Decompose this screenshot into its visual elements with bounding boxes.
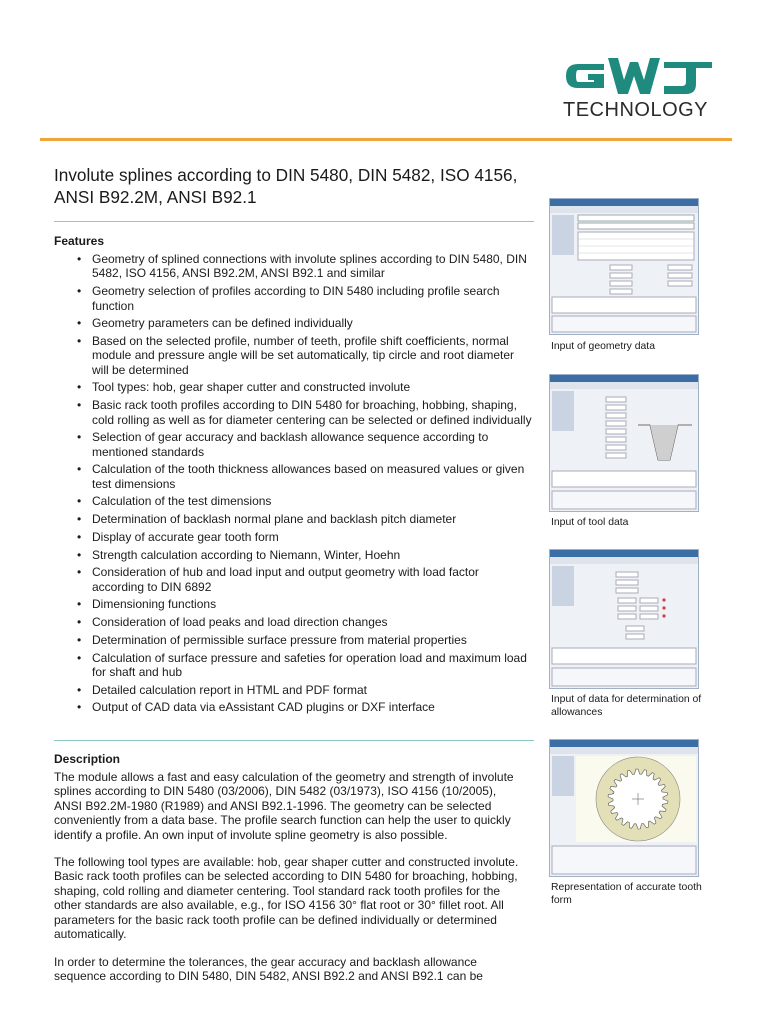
screenshot-caption: Input of data for determination of allowances <box>551 694 702 718</box>
feature-item: • Selection of gear accuracy and backlash allowance sequence according to mentioned standards <box>54 430 532 459</box>
feature-item: • Calculation of the test dimensions <box>54 494 532 508</box>
geometry-data-screenshot <box>549 198 699 335</box>
tooth-form-screenshot-icon <box>550 740 698 876</box>
features-list <box>54 252 532 718</box>
feature-item: • Based on the selected profile, number of teeth, profile shift coefficients, normal module and pressure angle will be set automatically, tip circle and root diameter will be determined <box>54 334 532 377</box>
description-paragraph: The module allows a fast and easy calculation of the geometry and strength of involute splines according to DIN 5480 (03/2006), DIN 5482 (03/1973), ISO 4156 (10/2005), ANSI B92.2M-1980 (R1989) and ANSI B92.1-1996. The geometry can be selected conveniently from a data base. The profile search function can help the user to quickly identify a profile. An own input of involute spline geometry is also possible. <box>54 770 514 842</box>
allowances-form-screenshot-icon <box>550 550 698 688</box>
feature-item: • Consideration of hub and load input and output geometry with load factor according to DIN 6892 <box>54 565 532 594</box>
feature-item: • Geometry parameters can be defined individually <box>54 316 532 330</box>
document-title: Involute splines according to DIN 5480, DIN 5482, ISO 4156, ANSI B92.2M, ANSI B92.1 <box>54 165 518 207</box>
feature-item: • Geometry of splined connections with involute splines according to DIN 5480, DIN 5482, ISO 4156, ANSI B92.2M, ANSI B92.1 and similar <box>54 252 532 281</box>
feature-item: • Tool types: hob, gear shaper cutter and constructed involute <box>54 380 532 394</box>
title-divider <box>54 221 534 222</box>
feature-item: • Determination of backlash normal plane and backlash pitch diameter <box>54 512 532 526</box>
description-paragraph: In order to determine the tolerances, the gear accuracy and backlash allowance sequence according to DIN 5480, DIN 5482, ANSI B92.2 and ANSI B92.1 can be <box>54 955 483 984</box>
tool-data-screenshot <box>549 374 699 512</box>
header-divider <box>40 138 732 141</box>
features-divider <box>54 740 534 741</box>
description-heading: Description <box>54 752 121 766</box>
feature-item: • Detailed calculation report in HTML and PDF format <box>54 683 532 697</box>
feature-item: • Calculation of surface pressure and safeties for operation load and maximum load for shaft and hub <box>54 651 532 680</box>
feature-item: • Dimensioning functions <box>54 597 532 611</box>
feature-item: • Determination of permissible surface pressure from material properties <box>54 633 532 647</box>
tool-form-screenshot-icon <box>550 375 698 511</box>
screenshot-caption: Input of tool data <box>551 517 629 528</box>
feature-item: • Geometry selection of profiles according to DIN 5480 including profile search function <box>54 284 532 313</box>
feature-item: • Output of CAD data via eAssistant CAD plugins or DXF interface <box>54 700 532 714</box>
screenshot-caption: Representation of accurate tooth form <box>551 882 702 906</box>
screenshot-caption: Input of geometry data <box>551 341 655 352</box>
feature-item: • Consideration of load peaks and load direction changes <box>54 615 532 629</box>
allowances-screenshot <box>549 549 699 689</box>
feature-item: • Calculation of the tooth thickness allowances based on measured values or given test dimensions <box>54 462 532 491</box>
features-heading: Features <box>54 234 105 248</box>
feature-item: • Strength calculation according to Niemann, Winter, Hoehn <box>54 548 532 562</box>
description-paragraph: The following tool types are available: hob, gear shaper cutter and constructed involute. Basic rack tooth profiles can be selected according to DIN 5480 for broaching, hobbing, shaping, cold rolling and diameter centering. Tool standard rack tooth profiles for the other standards are also available, e.g., for ISO 4156 30° flat root or 30° fillet root. All parameters for the basic rack tooth profile can be defined individually or determined automatically. <box>54 855 519 942</box>
geometry-form-screenshot-icon <box>550 199 698 334</box>
tooth-form-screenshot <box>549 739 699 877</box>
gwj-logo <box>560 54 720 98</box>
logo-subtitle: TECHNOLOGY <box>563 99 709 121</box>
gwj-logo-mark <box>560 54 720 98</box>
feature-item: • Display of accurate gear tooth form <box>54 530 532 544</box>
feature-item: • Basic rack tooth profiles according to DIN 5480 for broaching, hobbing, shaping, cold rolling as well as for diameter centering can be selected or defined individually <box>54 398 532 427</box>
